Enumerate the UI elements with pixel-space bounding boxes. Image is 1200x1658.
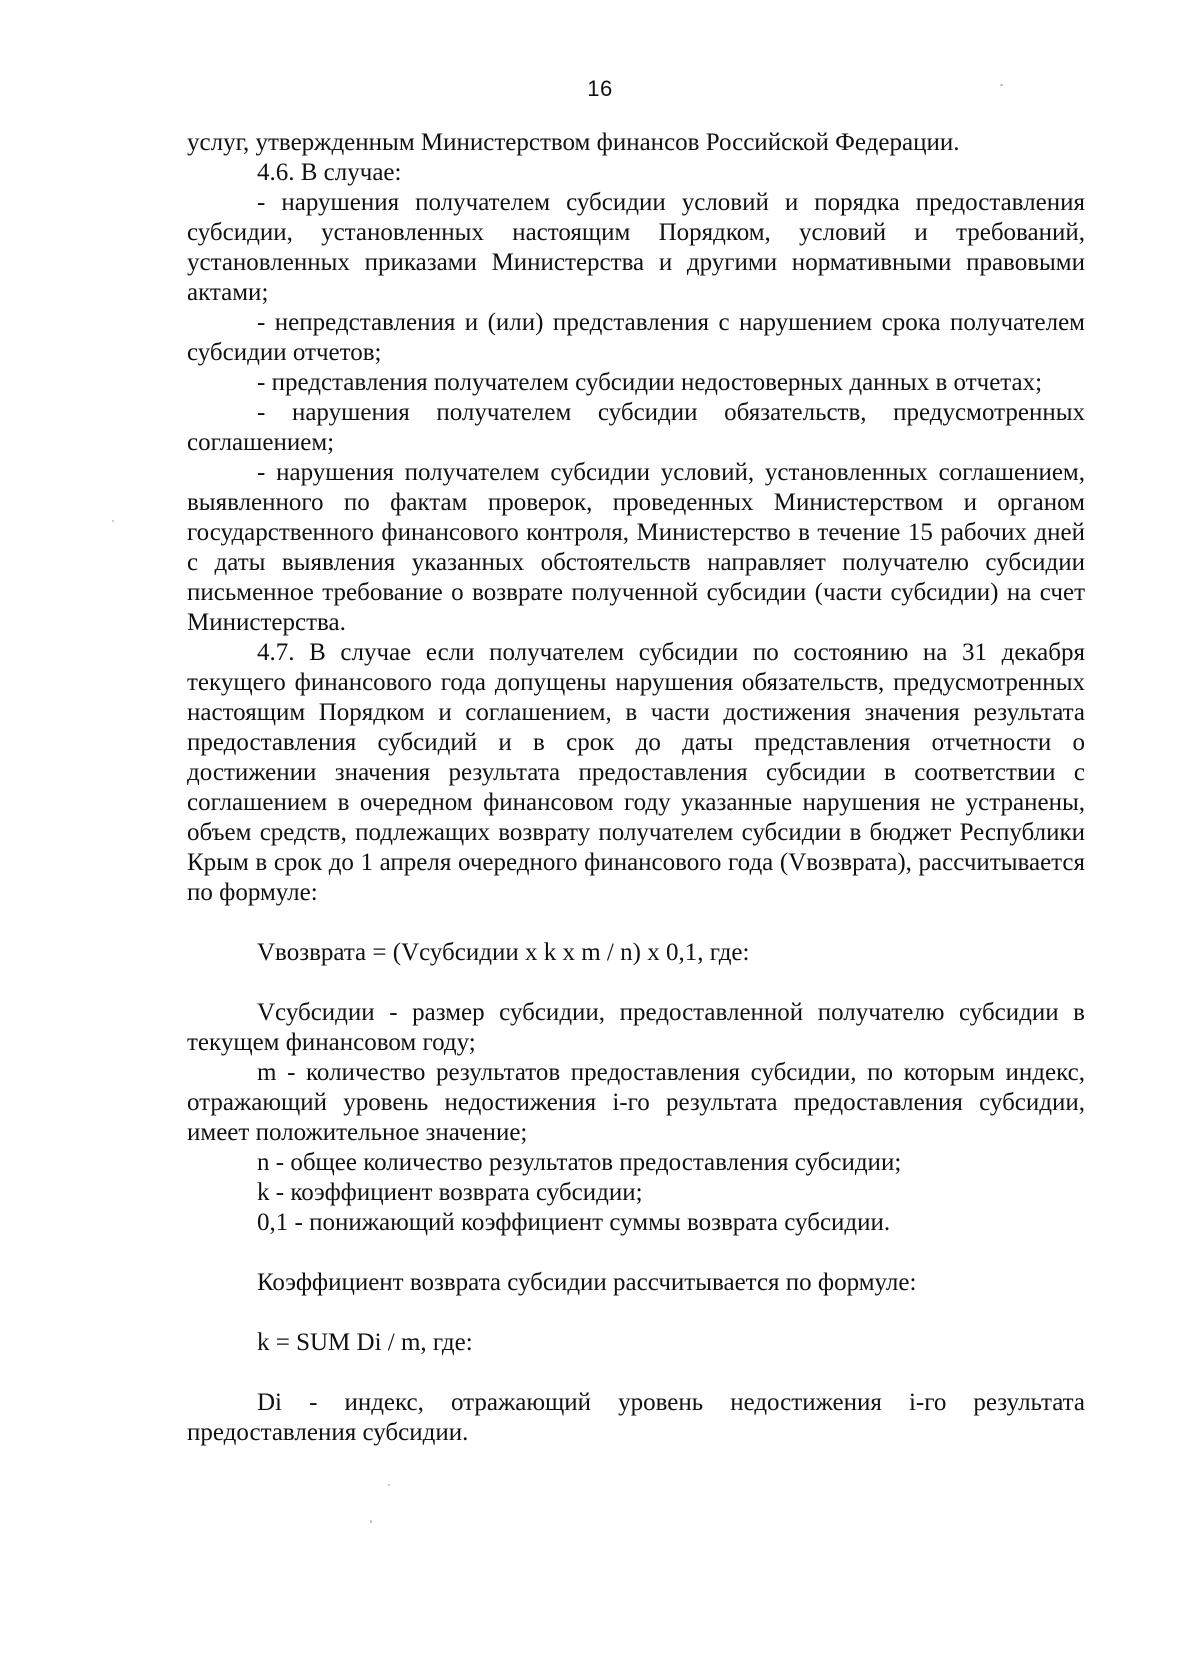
list-item-obligation-breach: - нарушения получателем субсидии обязательств, предусмотренных соглашением;	[187, 399, 1085, 456]
definition-reduction-factor: 0,1 - понижающий коэффициент суммы возврата субсидии.	[257, 1209, 891, 1236]
definition-m: m - количество результатов предоставления субсидии, по которым индекс, отражающий уровень недостижения i-го результата предоставления субсидии, имеет положительное значение;	[187, 1059, 1085, 1146]
clause-4-6-heading: 4.6. В случае:	[257, 159, 402, 186]
k-coefficient-intro: Коэффициент возврата субсидии рассчитывается по формуле:	[257, 1269, 917, 1296]
list-item-inspection-findings: - нарушения получателем субсидии условий, установленных соглашением, выявленного по фактам проверок, проведенных Министерством и органом государственного финансового контроля, Министерство в течение 15 рабочих дней с даты выявления указанных обстоятельств направляет получателю субсидии письменное требование о возврате полученной субсидии (части субсидии) на счет Министерства.	[187, 459, 1085, 636]
list-item-report-failure: - непредставления и (или) представления с нарушением срока получателем субсидии отчетов;	[187, 309, 1085, 366]
formula-k-coefficient: k = SUM Di / m, где:	[257, 1329, 473, 1356]
paragraph-continuation: услуг, утвержденным Министерством финансов Российской Федерации.	[187, 129, 960, 156]
list-item-false-data: - представления получателем субсидии недостоверных данных в отчетах;	[257, 369, 1043, 396]
document-body	[187, 128, 1085, 1448]
clause-4-7: 4.7. В случае если получателем субсидии по состоянию на 31 декабря текущего финансового года допущены нарушения обязательств, предусмотренных настоящим Порядком и соглашением, в части достижения значения результата предоставления субсидий и в срок до даты представления отчетности о достижении значения результата предоставления субсидии в соответствии с соглашением в очередном финансовом году указанные нарушения не устранены, объем средств, подлежащих возврату получателем субсидии в бюджет Республики Крым в срок до 1 апреля очередного финансового года (Vвозврата), рассчитывается по формуле:	[187, 639, 1085, 906]
scan-speck	[388, 1484, 390, 1486]
scan-speck	[112, 520, 114, 522]
page-number: 16	[587, 76, 613, 101]
list-item-violation-conditions: - нарушения получателем субсидии условий и порядка предоставления субсидии, установленных настоящим Порядком, условий и требований, установленных приказами Министерства и другими нормативными правовыми актами;	[187, 189, 1085, 306]
scan-speck	[370, 1520, 372, 1523]
definition-di: Di - индекс, отражающий уровень недостижения i-го результата предоставления субсидии.	[187, 1389, 1085, 1446]
definition-v-subsidy: Vсубсидии - размер субсидии, предоставленной получателю субсидии в текущем финансовом году;	[187, 999, 1085, 1056]
definition-n: n - общее количество результатов предоставления субсидии;	[257, 1149, 902, 1176]
definition-k: k - коэффициент возврата субсидии;	[257, 1179, 643, 1206]
formula-refund-volume: Vвозврата = (Vсубсидии x k x m / n) x 0,1, где:	[257, 939, 750, 966]
scan-speck	[1000, 84, 1003, 86]
